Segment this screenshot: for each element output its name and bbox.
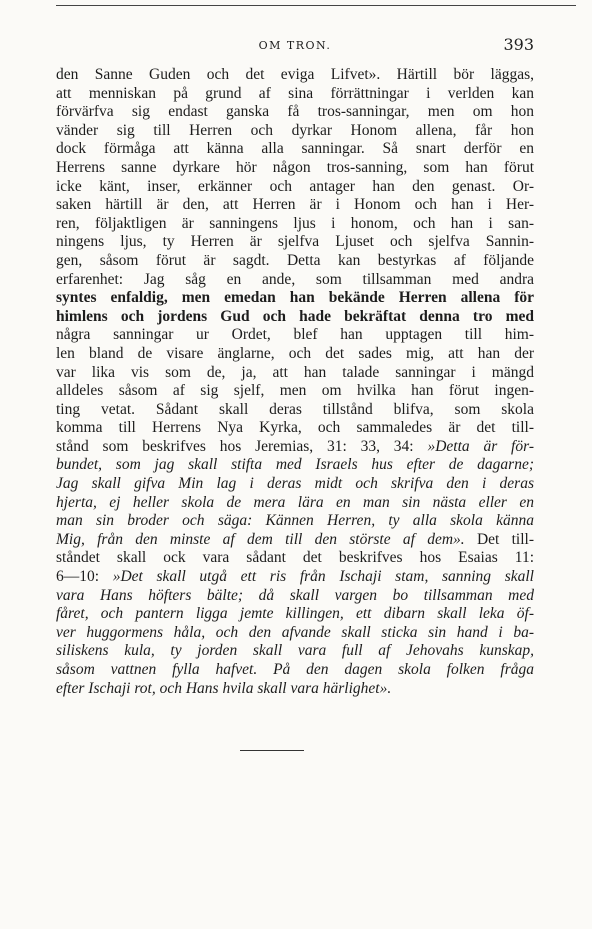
text-segment: 6—10:: [56, 568, 100, 586]
quotation-line: fåret, och pantern ligga jemte killingen, ett dibarn skall leka öf-: [56, 605, 534, 623]
text-line-mixed: [56, 568, 534, 587]
quotation-line: bundet, som jag skall stifta med Israels hus efter de dagarne;: [56, 456, 534, 474]
text-line: ningens ljus, ty Herren är sjelfva Ljuset och sjelfva Sannin-: [56, 233, 534, 251]
text-line: dock förmåga att känna alla sanningar. Så snart derför en: [56, 140, 534, 158]
quotation-line: hjerta, ej heller skola de mera lära en man sin nästa eller en: [56, 493, 534, 511]
quotation-line: ver huggormens håla, och den afvande skall sticka sin hand i ba-: [56, 623, 534, 641]
text-line: vänder sig till Herren och dyrkar Honom allena, får hon: [56, 121, 534, 139]
text-line: ståndet skall ock vara sådant det beskrifves hos Esaias 11:: [56, 549, 534, 567]
text-line: saken härtill är den, att Herren är i Honom och han i Her-: [56, 196, 534, 214]
text-line: förvärfva sig endast ganska få tros-sanningar, men om hon: [56, 103, 534, 121]
text-line: ren, följaktligen är sanningens ljus i honom, och han i san-: [56, 214, 534, 232]
text-segment: stånd som beskrifves hos Jeremias, 31: 33, 34:: [56, 437, 414, 455]
text-line: syntes enfaldig, men emedan han bekände Herren allena för: [56, 289, 534, 307]
running-head: OM TRON.: [258, 39, 332, 52]
body-text: [56, 66, 534, 698]
quotation-line: Jag skall gifva Min lag i deras midt och skrifva den i deras: [56, 475, 534, 493]
end-rule: [240, 750, 304, 751]
quotation-segment: »Det skall utgå ett ris från Ischaji stam, sanning skall: [112, 568, 534, 586]
text-line: erfarenhet: Jag såg en ande, som tillsamman med andra: [56, 270, 534, 288]
quotation-line: vara Hans höfters bälte; då skall vargen bo tillsamman med: [56, 586, 534, 604]
text-line: ting vetat. Sådant skall deras tillstånd blifva, som skola: [56, 400, 534, 418]
text-line-mixed: [56, 438, 534, 457]
text-line-mixed: [56, 531, 534, 550]
quotation-line: såsom vattnen fylla hafvet. På den dagen skola folken fråga: [56, 661, 534, 678]
text-line: den Sanne Guden och det eviga Lifvet». Härtill bör läggas,: [56, 66, 534, 83]
quotation-segment: Mig, från den minste af dem till den störste af dem».: [56, 530, 465, 548]
quotation-line: man sin broder och säga: Kännen Herren, ty alla skola känna: [56, 512, 534, 530]
text-line: alldeles såsom af sig sjelf, men om hvilka han förut ingen-: [56, 382, 534, 400]
text-line: Herrens sanne dyrkare hör någon tros-sanning, som han förut: [56, 158, 534, 176]
text-line: icke känt, inser, erkänner och antager han den genast. Or-: [56, 177, 534, 195]
quotation-line: siliskens kula, ty jorden skall vara full af Jehovahs kunskap,: [56, 642, 534, 660]
text-line: att menniskan på grund af sina förrättningar i verlden kan: [56, 84, 534, 102]
quotation-segment: »Detta är för-: [427, 437, 534, 455]
text-line: några sanningar ur Ordet, blef han upptagen till him-: [56, 326, 534, 344]
quotation-line: efter Ischaji rot, och Hans hvila skall vara härlighet».: [56, 679, 392, 697]
text-line: gen, såsom förut är sagdt. Detta kan bestyrkas af följande: [56, 251, 534, 269]
text-line: var lika vis som de, ja, att han talade sanningar i mängd: [56, 363, 534, 381]
top-rule: [56, 5, 576, 6]
page-number: 393: [503, 35, 534, 54]
text-line: komma till Herrens Nya Kyrka, och sammaledes är det till-: [56, 419, 534, 437]
text-line: len bland de visare änglarne, och det sades mig, att han der: [56, 344, 534, 362]
text-line: himlens och jordens Gud och hade bekräftat denna tro med: [56, 307, 534, 325]
page-header: [56, 35, 534, 59]
text-segment: Det till-: [476, 530, 535, 548]
